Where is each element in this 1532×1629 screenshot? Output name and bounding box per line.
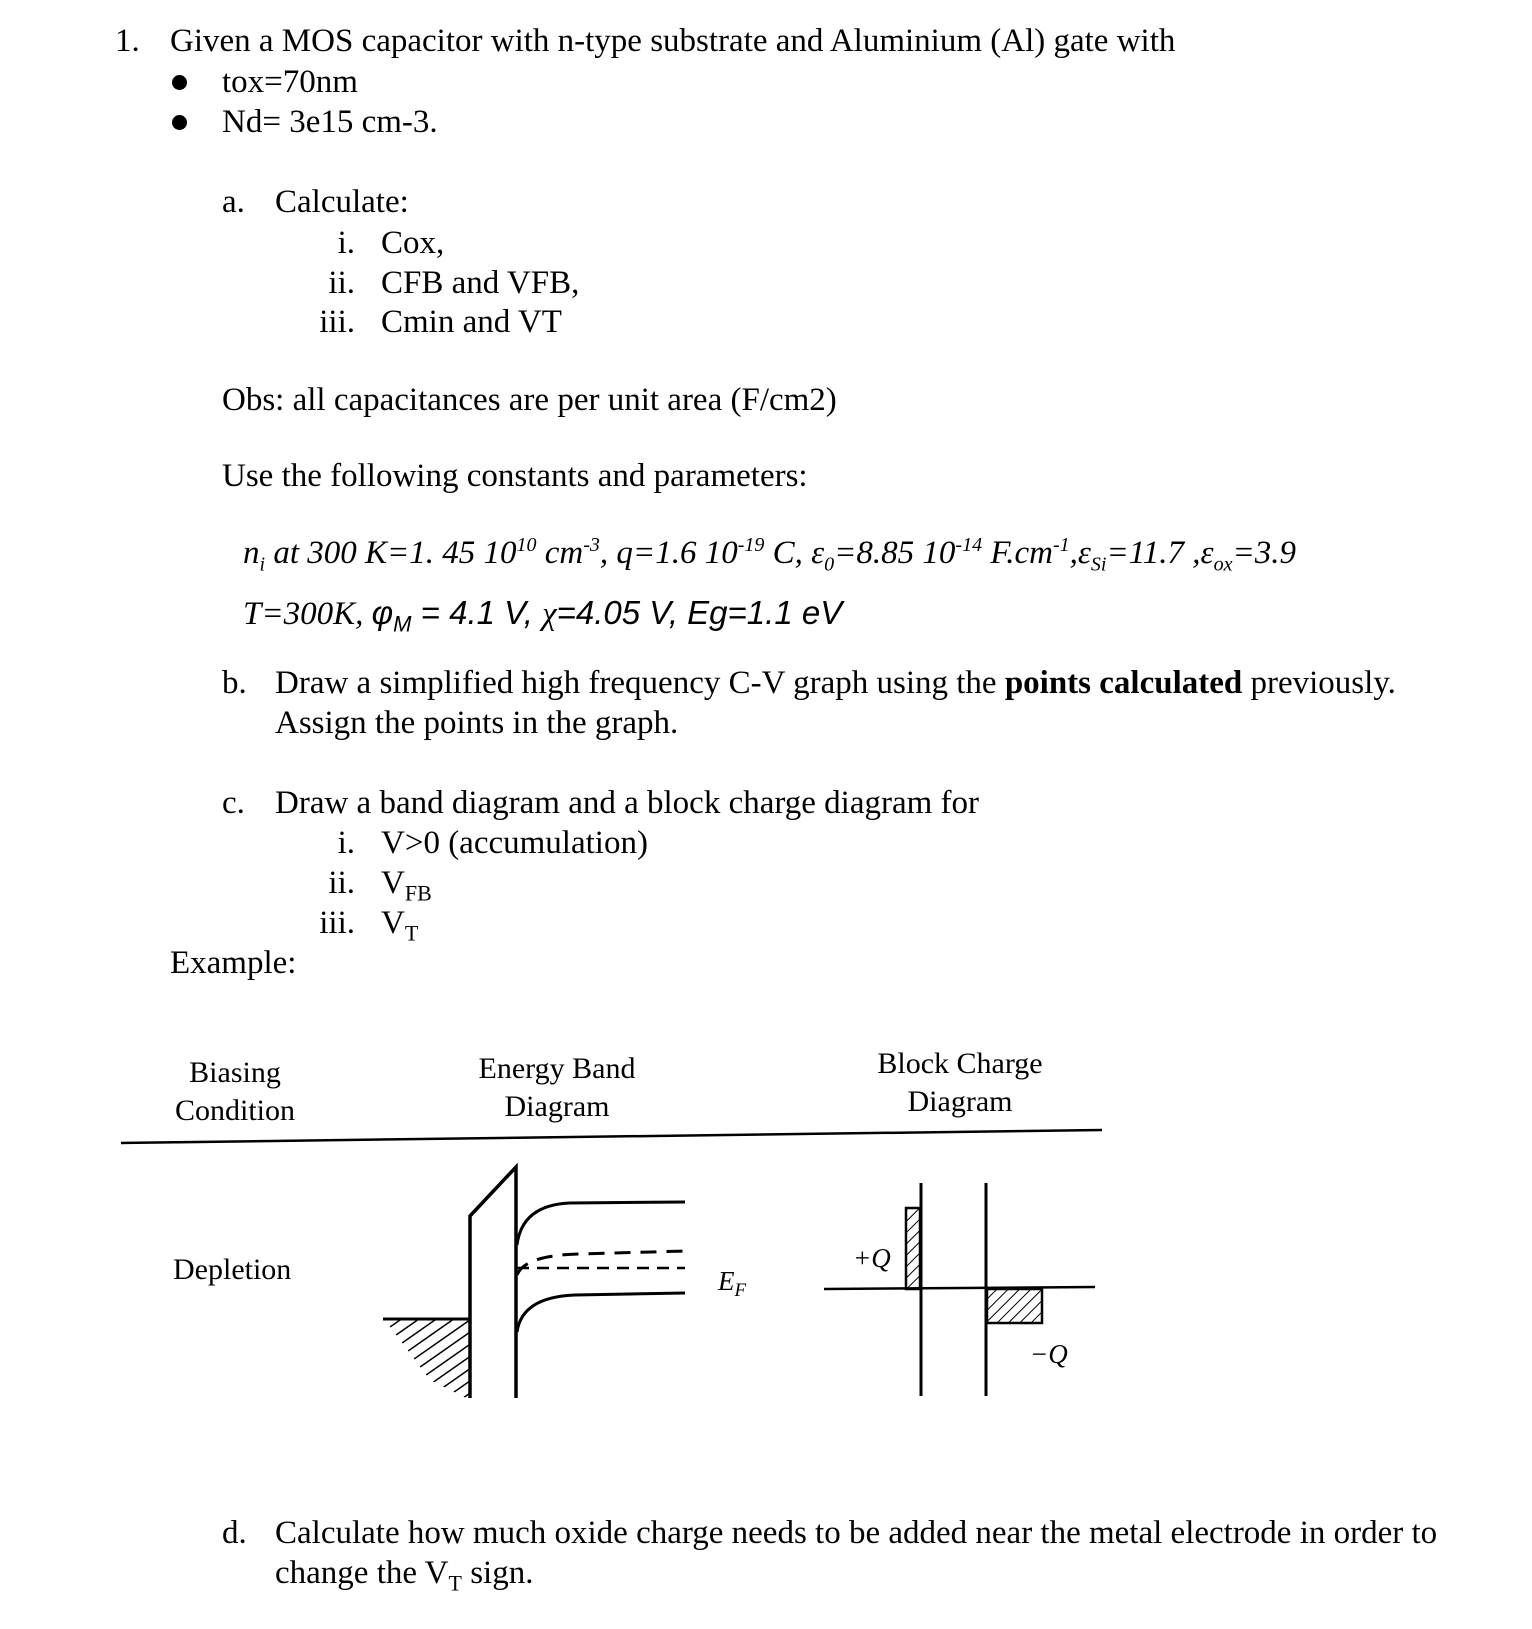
- energy-band-diagram: [383, 1167, 747, 1400]
- plus-q-label: +Q: [853, 1243, 891, 1273]
- cm-text: cm: [536, 535, 584, 571]
- fcm-exponent: -1: [1052, 534, 1070, 556]
- e0-exponent: -14: [955, 534, 983, 556]
- ni-exponent: 10: [516, 534, 537, 556]
- part-d-line-1: Calculate how much oxide charge needs to be added near the metal electrode in order to: [275, 1515, 1438, 1551]
- constants-intro: Use the following constants and parameters:: [222, 458, 808, 494]
- part-a-item-1-num: i.: [337, 225, 355, 261]
- header-biasing-line-1: Biasing: [189, 1056, 281, 1089]
- part-d-text-sub: T: [448, 1570, 462, 1596]
- part-b-text-pre: Draw a simplified high frequency C-V graph using the: [275, 665, 1005, 701]
- esi-text: ,ε: [1069, 535, 1091, 571]
- fermi-level-label: $E_F$: [718, 1266, 747, 1301]
- e0-subscript: 0: [824, 553, 835, 576]
- part-d-text-pre: change the V: [275, 1555, 449, 1591]
- q-exponent: -19: [737, 534, 765, 556]
- row-label-depletion: Depletion: [173, 1253, 292, 1286]
- part-a-item-3-num: iii.: [319, 304, 355, 340]
- ni-subscript: i: [259, 553, 266, 576]
- part-a-title: Calculate:: [275, 184, 409, 220]
- part-a-item-2-num: ii.: [328, 265, 355, 301]
- phi-symbol: φ: [371, 594, 394, 631]
- part-c-item-3-main: V: [381, 905, 405, 941]
- part-b-text-bold: points calculated: [1004, 665, 1243, 701]
- part-c-item-2-num: ii.: [328, 865, 355, 901]
- intrinsic-level: [517, 1251, 685, 1275]
- part-c-item-2-sub: FB: [404, 880, 432, 906]
- part-c-item-1-num: i.: [337, 825, 355, 861]
- question-intro: Given a MOS capacitor with n-type substrate and Aluminium (Al) gate with: [170, 23, 1176, 59]
- header-biasing-line-2: Condition: [174, 1094, 296, 1127]
- part-b-line-2: Assign the points in the graph.: [275, 705, 679, 741]
- cm-exponent: -3: [583, 534, 600, 556]
- e0-text: =8.85 10: [834, 535, 956, 571]
- eox-subscript: ox: [1213, 553, 1233, 576]
- esi-value: =11.7 ,ε: [1106, 535, 1214, 571]
- minus-q-label: −Q: [1030, 1339, 1068, 1369]
- part-a-item-1-text: Cox,: [381, 225, 445, 261]
- question-number: 1.: [115, 23, 140, 59]
- part-a-item-2-text: CFB and VFB,: [381, 265, 580, 301]
- ni-symbol: n: [243, 535, 260, 571]
- part-d-text-post: sign.: [461, 1555, 534, 1591]
- part-b-text-post: previously.: [1242, 665, 1396, 701]
- negative-charge-block: [987, 1289, 1042, 1323]
- part-d-label: d.: [222, 1515, 247, 1551]
- header-block-line-2: Diagram: [907, 1085, 1013, 1118]
- part-a-item-3-text: Cmin and VT: [381, 304, 562, 340]
- valence-band: [517, 1293, 685, 1332]
- block-charge-diagram: [824, 1183, 1095, 1396]
- example-label: Example:: [170, 945, 297, 981]
- charge-axis-horizontal: [824, 1287, 1095, 1289]
- part-d-line-2: [275, 1553, 534, 1596]
- obs-note: Obs: all capacitances are per unit area (F/cm2): [222, 382, 837, 418]
- part-a-label: a.: [222, 184, 245, 220]
- ni-text: at 300 K=1. 45 10: [265, 535, 517, 571]
- fcm-text: F.cm: [982, 535, 1053, 571]
- c-text: C, ε: [764, 535, 825, 571]
- chi-symbol: χ: [542, 596, 557, 632]
- q-text: , q=1.6 10: [599, 535, 738, 571]
- part-c-title: Draw a band diagram and a block charge diagram for: [275, 785, 980, 821]
- eox-value: =3.9: [1232, 535, 1296, 571]
- chi-value: =4.05 V, Eg=1.1 eV: [556, 594, 843, 631]
- bullet-tox: tox=70nm: [222, 64, 358, 100]
- phi-subscript: M: [393, 611, 412, 637]
- part-c-item-1-main: V>0 (accumulation): [381, 825, 648, 861]
- part-c-label: c.: [222, 785, 245, 821]
- conduction-band: [517, 1202, 685, 1245]
- part-c-item-3-num: iii.: [319, 905, 355, 941]
- header-band-line-1: Energy Band: [478, 1052, 636, 1085]
- metal-hatch: [385, 1320, 470, 1400]
- temperature-text: T=300K,: [243, 596, 372, 632]
- header-rule: [121, 1130, 1102, 1143]
- header-band-line-2: Diagram: [504, 1090, 610, 1123]
- part-c-item-3-sub: T: [404, 920, 419, 946]
- oxide-barrier: [470, 1167, 516, 1398]
- part-b-label: b.: [222, 665, 247, 701]
- part-c-item-2-main: V: [381, 865, 405, 901]
- positive-charge-block: [906, 1208, 920, 1289]
- esi-subscript: Si: [1090, 553, 1107, 576]
- header-block-line-1: Block Charge: [877, 1047, 1043, 1080]
- phi-value: = 4.1 V,: [411, 594, 543, 631]
- bullet-nd: Nd= 3e15 cm-3.: [222, 104, 438, 140]
